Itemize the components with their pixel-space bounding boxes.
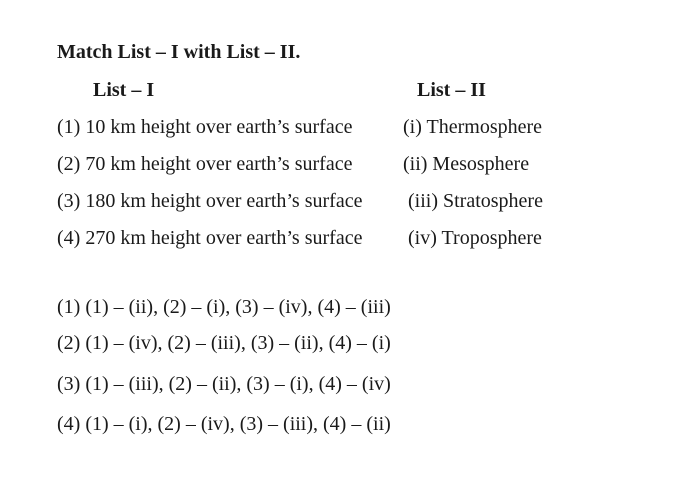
list-2-item-2: (ii) Mesosphere — [403, 153, 530, 175]
list-2-item-4: (iv) Troposphere — [408, 227, 542, 249]
list-1-heading: List – I — [93, 79, 155, 101]
list-2-heading: List – II — [417, 79, 486, 101]
question-instruction: Match List – I with List – II. — [57, 41, 301, 63]
answer-option-3: (3) (1) – (iii), (2) – (ii), (3) – (i), (4) – (iv) — [57, 373, 391, 395]
list-2-item-3: (iii) Stratosphere — [408, 190, 543, 212]
answer-option-2: (2) (1) – (iv), (2) – (iii), (3) – (ii), (4) – (i) — [57, 332, 391, 354]
list-2-item-1: (i) Thermosphere — [403, 116, 543, 138]
answer-option-4: (4) (1) – (i), (2) – (iv), (3) – (iii), (4) – (ii) — [57, 413, 391, 435]
list-1-item-1: (1) 10 km height over earth’s surface — [57, 116, 353, 138]
list-1-item-4: (4) 270 km height over earth’s surface — [57, 227, 363, 249]
list-1-item-2: (2) 70 km height over earth’s surface — [57, 153, 353, 175]
answer-option-1: (1) (1) – (ii), (2) – (i), (3) – (iv), (4) – (iii) — [57, 296, 391, 318]
list-1-item-3: (3) 180 km height over earth’s surface — [57, 190, 363, 212]
